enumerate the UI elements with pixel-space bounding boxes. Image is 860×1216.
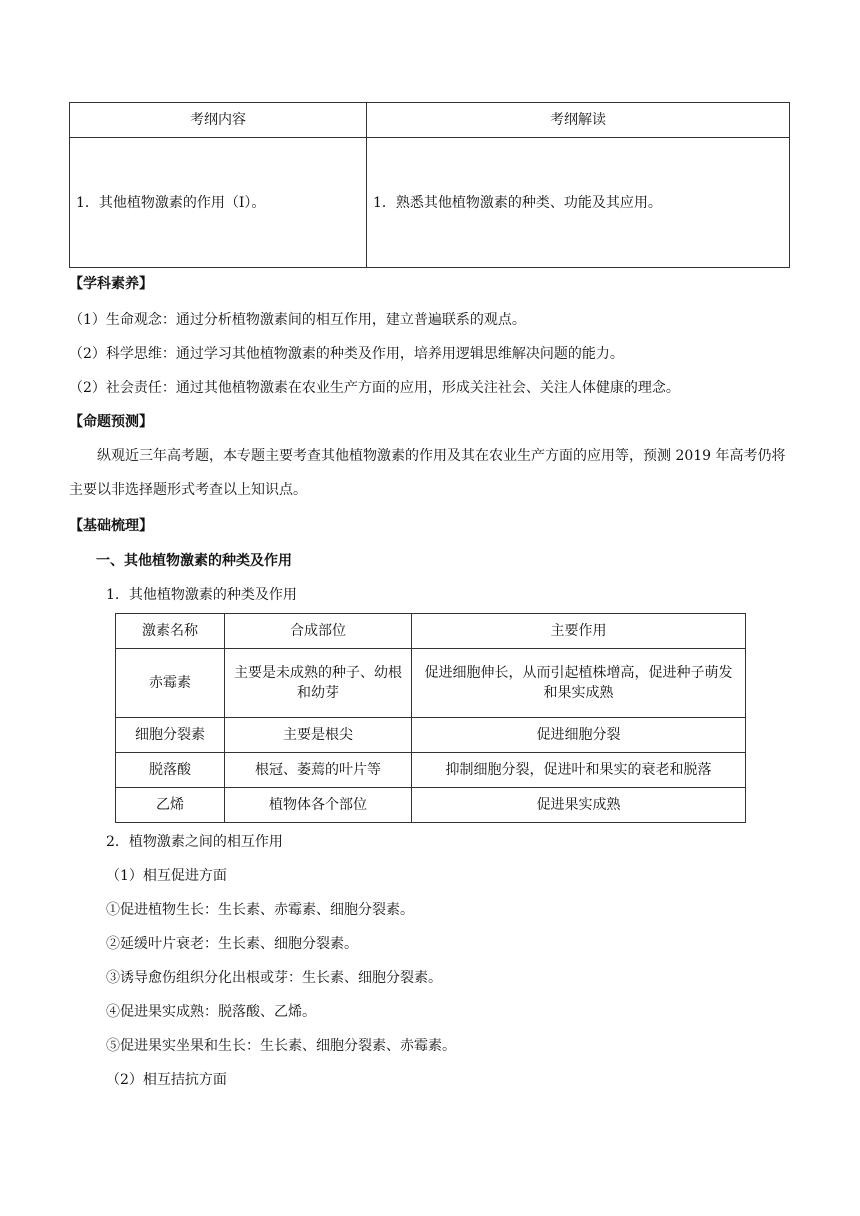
table-cell: 脱落酸 bbox=[116, 753, 225, 788]
antagonism-heading: （2）相互拮抗方面 bbox=[106, 1072, 227, 1088]
list-item: ①促进植物生长：生长素、赤霉素、细胞分裂素。 bbox=[106, 902, 414, 918]
table-cell: 乙烯 bbox=[116, 788, 225, 823]
promote-heading: （1）相互促进方面 bbox=[106, 868, 227, 884]
syllabus-header-interpretation: 考纲解读 bbox=[367, 103, 790, 138]
subsection-title: 2．植物激素之间的相互作用 bbox=[106, 834, 283, 850]
syllabus-interpretation-cell: 1．熟悉其他植物激素的种类、功能及其应用。 bbox=[367, 138, 790, 268]
table-row bbox=[116, 718, 746, 753]
table-cell: 主要是根尖 bbox=[225, 718, 412, 753]
prediction-heading: 【命题预测】 bbox=[69, 414, 153, 430]
basics-heading: 【基础梳理】 bbox=[69, 518, 153, 534]
literacy-item: （1）生命观念：通过分析植物激素间的相互作用，建立普遍联系的观点。 bbox=[69, 312, 526, 328]
hormone-table bbox=[115, 613, 746, 823]
literacy-item: （2）科学思维：通过学习其他植物激素的种类及作用，培养用逻辑思维解决问题的能力。 bbox=[69, 346, 624, 362]
list-item: ③诱导愈伤组织分化出根或芽：生长素、细胞分裂素。 bbox=[106, 970, 442, 986]
syllabus-content-cell: 1．其他植物激素的作用（Ⅰ）。 bbox=[70, 138, 367, 268]
table-cell: 植物体各个部位 bbox=[225, 788, 412, 823]
subsection-title: 1．其他植物激素的种类及作用 bbox=[106, 587, 297, 603]
literacy-heading: 【学科素养】 bbox=[69, 276, 153, 292]
list-item: ②延缓叶片衰老：生长素、细胞分裂素。 bbox=[106, 936, 358, 952]
table-cell: 促进细胞伸长，从而引起植株增高，促进种子萌发和果实成熟 bbox=[412, 649, 746, 718]
table-row bbox=[116, 788, 746, 823]
list-item: ④促进果实成熟：脱落酸、乙烯。 bbox=[106, 1004, 316, 1020]
table-cell: 根冠、萎蔫的叶片等 bbox=[225, 753, 412, 788]
table-header: 激素名称 bbox=[116, 614, 225, 649]
table-cell: 主要是未成熟的种子、幼根和幼芽 bbox=[225, 649, 412, 718]
table-cell: 细胞分裂素 bbox=[116, 718, 225, 753]
table-cell: 赤霉素 bbox=[116, 649, 225, 718]
table-row bbox=[116, 753, 746, 788]
list-item: ⑤促进果实坐果和生长：生长素、细胞分裂素、赤霉素。 bbox=[106, 1038, 456, 1054]
table-header: 合成部位 bbox=[225, 614, 412, 649]
table-cell: 促进细胞分裂 bbox=[412, 718, 746, 753]
section-title: 一、其他植物激素的种类及作用 bbox=[96, 553, 292, 569]
literacy-item: （2）社会责任：通过其他植物激素在农业生产方面的应用，形成关注社会、关注人体健康的理念。 bbox=[69, 380, 680, 396]
syllabus-table bbox=[69, 102, 790, 268]
prediction-paragraph: 纵观近三年高考题，本专题主要考查其他植物激素的作用及其在农业生产方面的应用等，预测 2019 年高考仍将主要以非选择题形式考查以上知识点。 bbox=[69, 448, 786, 498]
table-row bbox=[116, 649, 746, 718]
syllabus-header-content: 考纲内容 bbox=[70, 103, 367, 138]
table-cell: 抑制细胞分裂，促进叶和果实的衰老和脱落 bbox=[412, 753, 746, 788]
table-header: 主要作用 bbox=[412, 614, 746, 649]
table-cell: 促进果实成熟 bbox=[412, 788, 746, 823]
